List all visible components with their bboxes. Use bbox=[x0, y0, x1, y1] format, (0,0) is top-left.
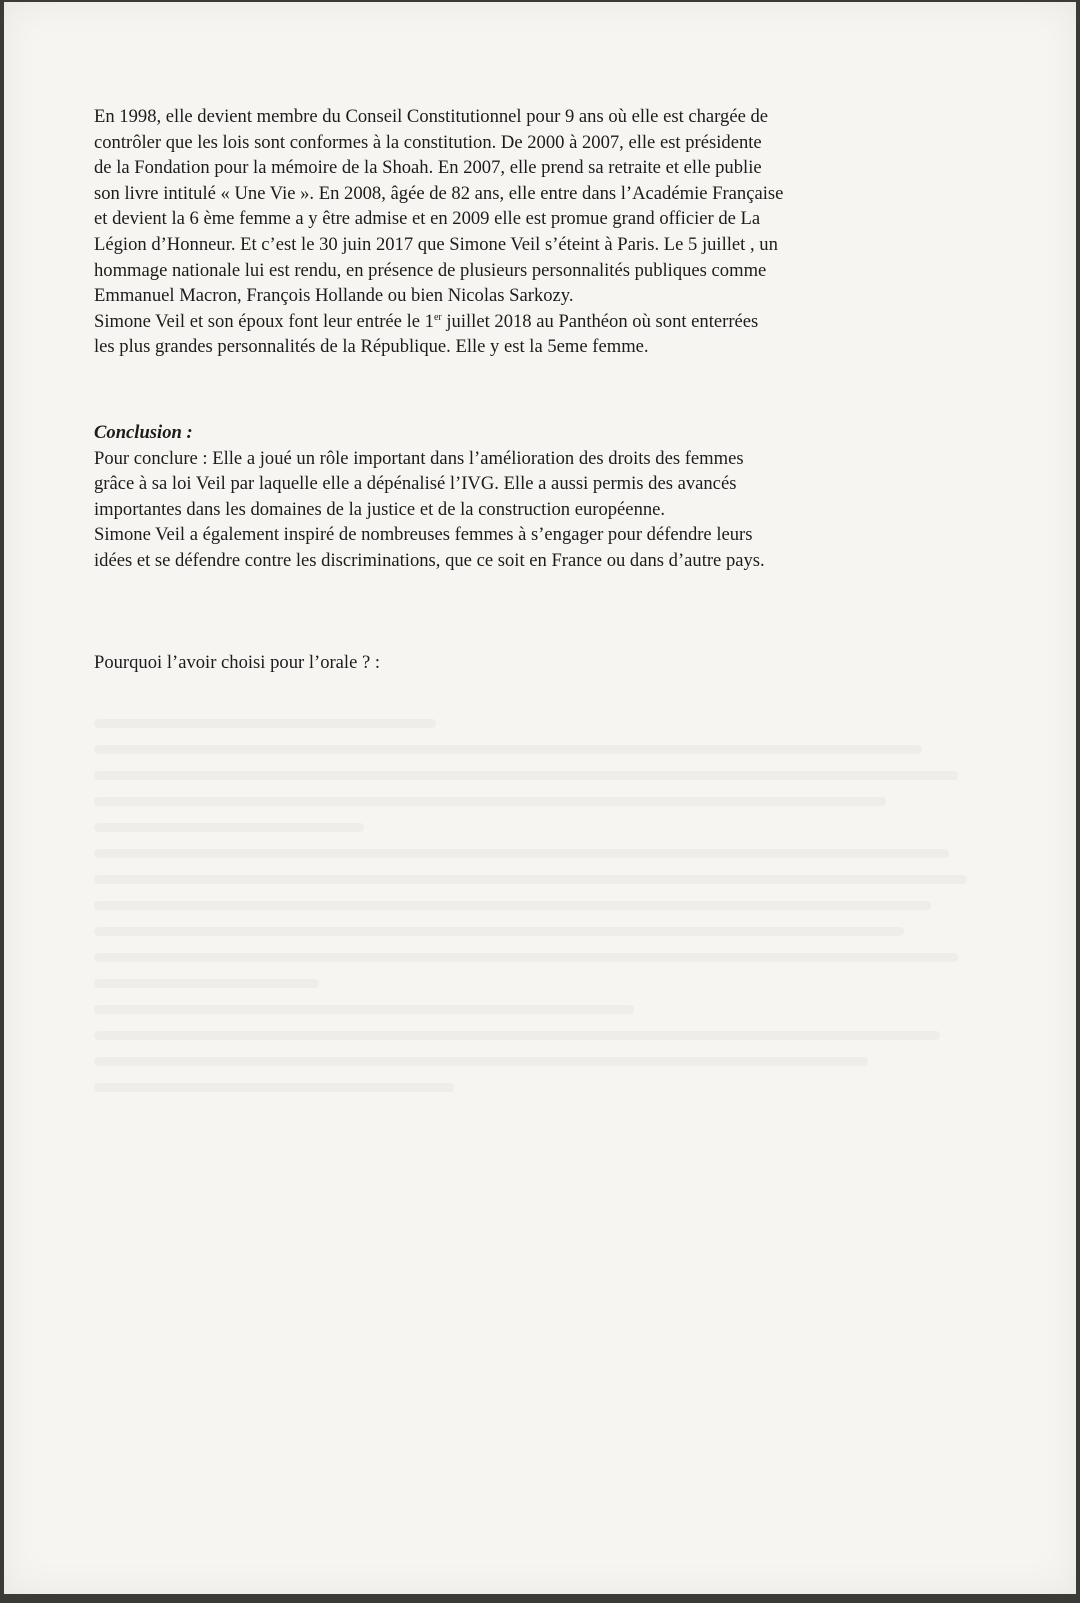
conclusion-heading: Conclusion : bbox=[94, 422, 193, 443]
text-line: son livre intitulé « Une Vie ». En 2008, âgée de 82 ans, elle entre dans l’Académie Française bbox=[94, 182, 784, 204]
text-line: Légion d’Honneur. Et c’est le 30 juin 2017 que Simone Veil s’éteint à Paris. Le 5 juillet , un bbox=[94, 233, 778, 255]
text-line: de la Fondation pour la mémoire de la Shoah. En 2007, elle prend sa retraite et elle publie bbox=[94, 157, 762, 179]
question-section bbox=[94, 650, 994, 676]
text-line: et devient la 6 ème femme a y être admise et en 2009 elle est promue grand officier de La bbox=[94, 208, 761, 230]
ordinal-superscript: er bbox=[433, 311, 442, 323]
text-line: les plus grandes personnalités de la République. Elle y est la 5eme femme. bbox=[94, 336, 649, 358]
show-through-texture bbox=[94, 702, 994, 1109]
text-line: Simone Veil a également inspiré de nombreuses femmes à s’engager pour défendre leurs bbox=[94, 524, 753, 546]
text-line: hommage nationale lui est rendu, en présence de plusieurs personnalités publiques comme bbox=[94, 259, 767, 281]
text-line: grâce à sa loi Veil par laquelle elle a dépénalisé l’IVG. Elle a aussi permis des avancés bbox=[94, 473, 737, 495]
pantheon-line bbox=[94, 309, 994, 335]
text-line: Emmanuel Macron, François Hollande ou bien Nicolas Sarkozy. bbox=[94, 285, 574, 307]
text-line: contrôler que les lois sont conformes à la constitution. De 2000 à 2007, elle est présidente bbox=[94, 131, 762, 153]
pantheon-text-before: Simone Veil et son époux font leur entrée le 1 bbox=[94, 310, 434, 332]
text-line: Pour conclure : Elle a joué un rôle important dans l’amélioration des droits des femmes bbox=[94, 447, 744, 469]
pantheon-text-after: juillet 2018 au Panthéon où sont enterrées bbox=[441, 310, 759, 332]
question-text: Pourquoi l’avoir choisi pour l’orale ? : bbox=[94, 652, 381, 673]
conclusion-section bbox=[94, 420, 994, 574]
biography-section bbox=[94, 104, 994, 360]
text-line: importantes dans les domaines de la justice et de la construction européenne. bbox=[94, 498, 666, 520]
document-page bbox=[4, 2, 1076, 1594]
text-line: idées et se défendre contre les discriminations, que ce soit en France ou dans d’autre pays. bbox=[94, 549, 765, 571]
text-line: En 1998, elle devient membre du Conseil Constitutionnel pour 9 ans où elle est chargée de bbox=[94, 106, 769, 127]
